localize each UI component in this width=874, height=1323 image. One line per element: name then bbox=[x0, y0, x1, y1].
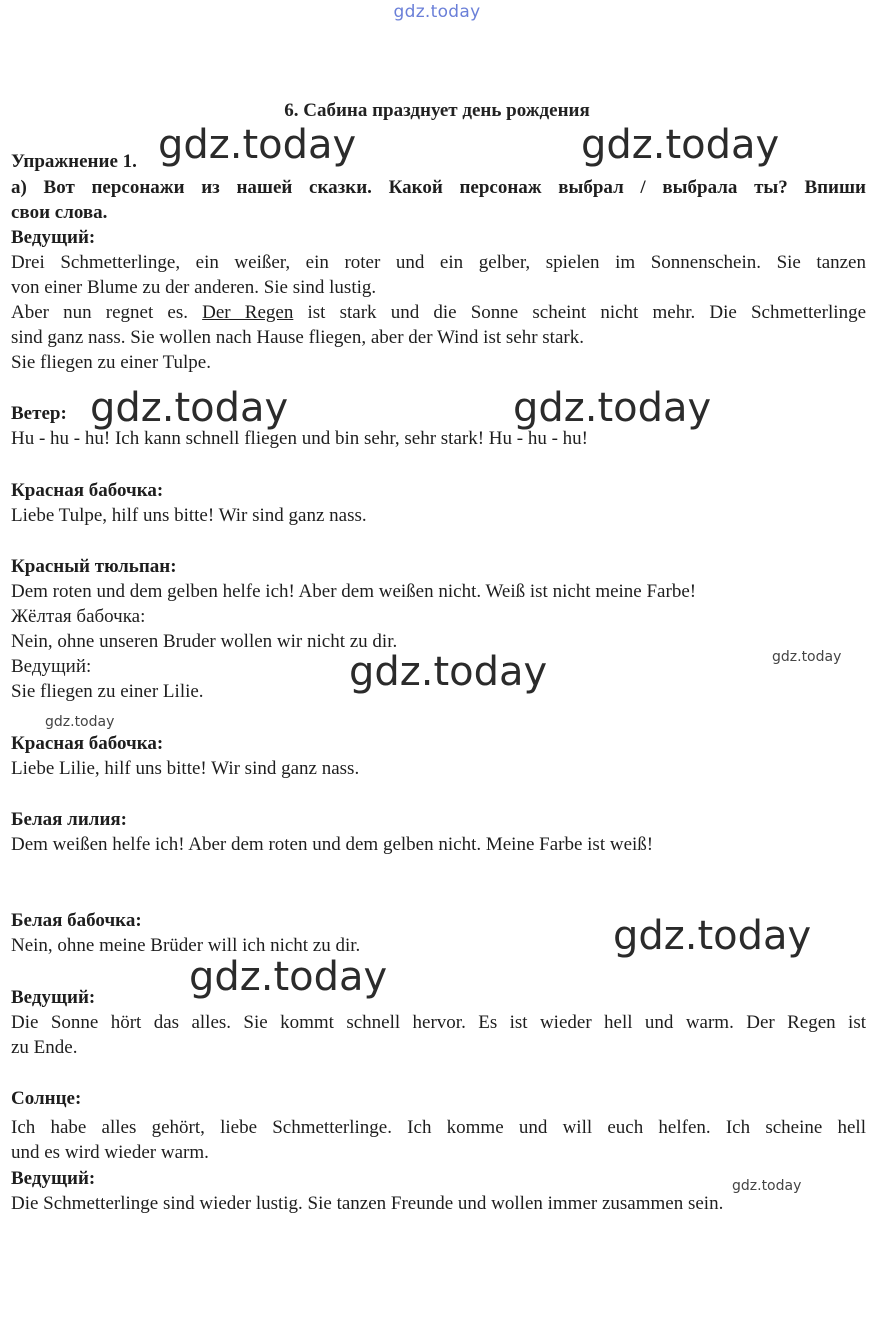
narrator-text-1-line-1: Drei Schmetterlinge, ein weißer, ein roter und ein gelber, spielen im Sonnenschein. Sie tanzen bbox=[11, 252, 866, 273]
watermark-small: gdz.today bbox=[45, 714, 115, 730]
tulip-text: Dem roten und dem gelben helfe ich! Aber dem weißen nicht. Weiß ist nicht meine Farbe! bbox=[11, 581, 697, 602]
watermark-small: gdz.today bbox=[772, 649, 842, 665]
narrator-label-4: Ведущий: bbox=[11, 1168, 96, 1189]
narrator-text-1-line-3b: ist stark und die Sonne scheint nicht mehr. Die Schmetterlinge bbox=[307, 302, 866, 323]
narrator-text-1-line-4: sind ganz nass. Sie wollen nach Hause fliegen, aber der Wind ist sehr stark. bbox=[11, 327, 584, 348]
narrator-text-2: Sie fliegen zu einer Lilie. bbox=[11, 681, 204, 702]
narrator-text-1-line-5: Sie fliegen zu einer Tulpe. bbox=[11, 352, 211, 373]
sun-text-line-1: Ich habe alles gehört, liebe Schmetterlinge. Ich komme und will euch helfen. Ich scheine hell bbox=[11, 1117, 866, 1138]
watermark-small: gdz.today bbox=[732, 1178, 802, 1194]
narrator-label-1: Ведущий: bbox=[11, 227, 96, 248]
narrator-text-3-line-1: Die Sonne hört das alles. Sie kommt schnell hervor. Es ist wieder hell und warm. Der Regen ist bbox=[11, 1012, 866, 1033]
watermark: gdz.today bbox=[90, 385, 289, 431]
underlined-der-regen: Der Regen bbox=[202, 302, 294, 323]
narrator-text-3-line-2: zu Ende. bbox=[11, 1037, 78, 1058]
lily-label: Белая лилия: bbox=[11, 809, 128, 830]
page-title: 6. Сабина празднует день рождения bbox=[284, 100, 590, 121]
watermark: gdz.today bbox=[158, 122, 357, 168]
wind-label: Ветер: bbox=[11, 403, 67, 424]
sun-text-line-2: und es wird wieder warm. bbox=[11, 1142, 209, 1163]
narrator-text-1-line-3a: Aber nun regnet es. bbox=[11, 302, 188, 323]
yellow-butterfly-text: Nein, ohne unseren Bruder wollen wir nicht zu dir. bbox=[11, 631, 398, 652]
narrator-label-2: Ведущий: bbox=[11, 656, 92, 677]
task-a-line-1: а) Вот персонажи из нашей сказки. Какой персонаж выбрал / выбрала ты? Впиши bbox=[11, 177, 866, 198]
watermark: gdz.today bbox=[349, 649, 548, 695]
lily-text: Dem weißen helfe ich! Aber dem roten und dem gelben nicht. Meine Farbe ist weiß! bbox=[11, 834, 654, 855]
top-watermark: gdz.today bbox=[393, 2, 481, 22]
watermark: gdz.today bbox=[613, 913, 812, 959]
white-butterfly-label: Белая бабочка: bbox=[11, 910, 142, 931]
watermark: gdz.today bbox=[189, 954, 388, 1000]
red-butterfly-text-1: Liebe Tulpe, hilf uns bitte! Wir sind ganz nass. bbox=[11, 505, 367, 526]
tulip-label: Красный тюльпан: bbox=[11, 556, 177, 577]
task-a-line-2: свои слова. bbox=[11, 202, 108, 223]
yellow-butterfly-label: Жёлтая бабочка: bbox=[11, 606, 146, 627]
sun-label: Солнце: bbox=[11, 1088, 82, 1109]
watermark: gdz.today bbox=[513, 385, 712, 431]
watermark: gdz.today bbox=[581, 122, 780, 168]
red-butterfly-label-2: Красная бабочка: bbox=[11, 733, 164, 754]
white-butterfly-text: Nein, ohne meine Brüder will ich nicht zu dir. bbox=[11, 935, 361, 956]
wind-text: Hu - hu - hu! Ich kann schnell fliegen und bin sehr, sehr stark! Hu - hu - hu! bbox=[11, 428, 589, 449]
red-butterfly-label-1: Красная бабочка: bbox=[11, 480, 164, 501]
narrator-text-4: Die Schmetterlinge sind wieder lustig. Sie tanzen Freunde und wollen immer zusammen sein. bbox=[11, 1193, 724, 1214]
exercise-heading: Упражнение 1. bbox=[11, 151, 137, 172]
red-butterfly-text-2: Liebe Lilie, hilf uns bitte! Wir sind ganz nass. bbox=[11, 758, 360, 779]
narrator-label-3: Ведущий: bbox=[11, 987, 96, 1008]
narrator-text-1-line-3 bbox=[11, 300, 866, 325]
narrator-text-1-line-2: von einer Blume zu der anderen. Sie sind lustig. bbox=[11, 277, 377, 298]
